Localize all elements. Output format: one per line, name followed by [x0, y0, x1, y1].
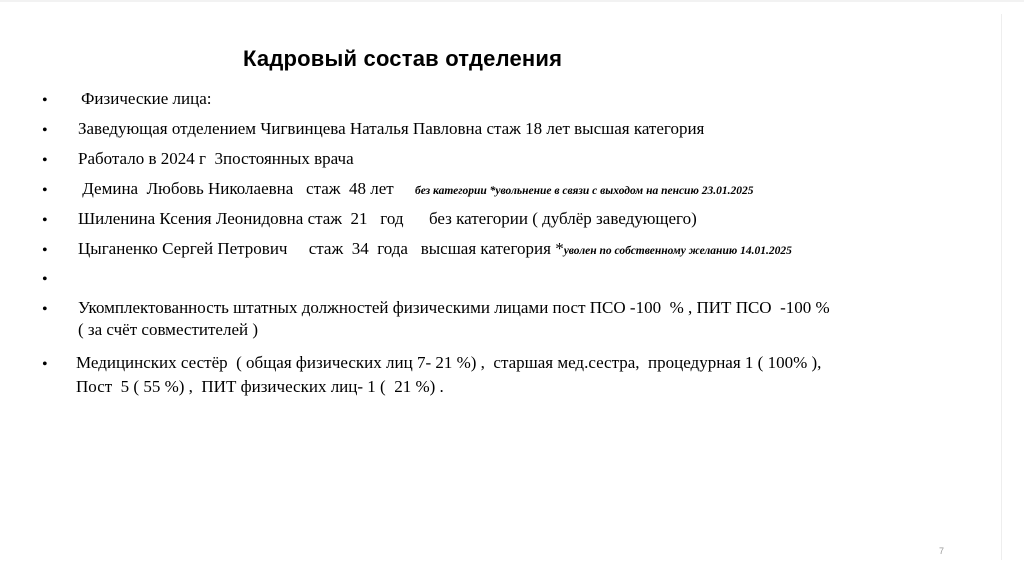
tsyganenko-text: Цыганенко Сергей Петрович стаж 34 года высшая категория *	[78, 239, 564, 258]
worked-in-2024-text: Работало в 2024 г 3постоянных врача	[78, 149, 354, 168]
shilenina-text: Шиленина Ксения Леонидовна стаж 21 год без категории ( дублёр заведующего)	[78, 209, 697, 228]
bullet: •	[42, 271, 48, 288]
nurses-line-1: Медицинских сестёр ( общая физических лиц 7- 21 %) , старшая мед.сестра, процедурная 1 ( 100% ),	[76, 353, 822, 372]
page-number: 7	[939, 546, 945, 556]
bullet: •	[42, 301, 48, 318]
demina-text: Демина Любовь Николаевна стаж 48 лет	[78, 179, 415, 198]
top-divider	[0, 0, 1024, 2]
bullet: •	[42, 152, 48, 169]
demina-row	[78, 179, 753, 201]
head-of-department-text: Заведующая отделением Чигвинцева Наталья Павловна стаж 18 лет высшая категория	[78, 119, 705, 138]
bullet: •	[42, 92, 48, 109]
bullet: •	[42, 122, 48, 139]
tsyganenko-row	[78, 239, 792, 261]
staffing-line-1: Укомплектованность штатных должностей физическими лицами пост ПСО -100 % , ПИТ ПСО -100 %	[78, 298, 830, 317]
bullet: •	[42, 242, 48, 259]
tsyganenko-note: уволен по собственному желанию 14.01.2025	[563, 245, 792, 257]
physical-persons-text: Физические лица:	[81, 89, 212, 108]
right-divider	[1001, 14, 1002, 560]
slide-title: Кадровый состав отделения	[243, 46, 563, 71]
demina-note: без категории *увольнение в связи с выходом на пенсию 23.01.2025	[414, 185, 754, 197]
bullet: •	[42, 212, 48, 229]
nurses-line-2: Пост 5 ( 55 %) , ПИТ физических лиц- 1 ( 21 %) .	[76, 377, 444, 396]
bullet: •	[42, 182, 48, 199]
staffing-line-2: ( за счёт совместителей )	[78, 320, 258, 339]
bullet: •	[42, 356, 48, 373]
